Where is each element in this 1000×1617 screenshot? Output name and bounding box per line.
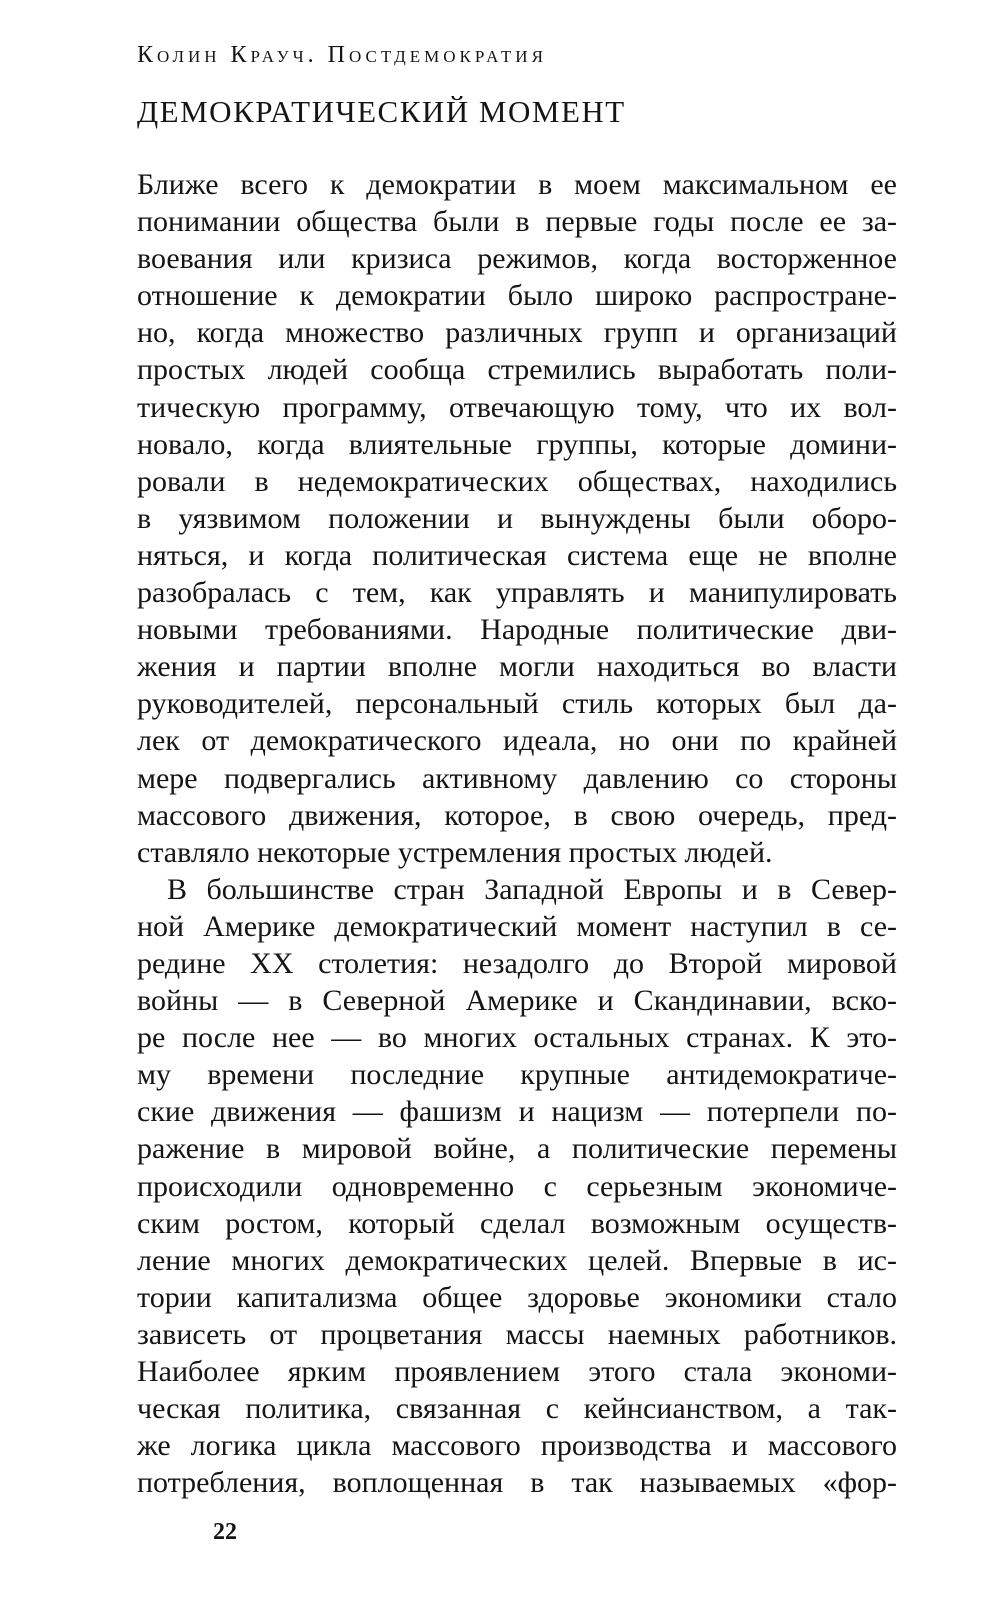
text-line: ражение в мировой войне, а политические перемены xyxy=(137,1132,897,1166)
text-line: в уязвимом положении и вынуждены были оборо- xyxy=(137,501,897,535)
text-line: зависеть от процветания массы наемных работников. xyxy=(137,1317,897,1351)
text-line: Наиболее ярким проявлением этого стала экономи- xyxy=(137,1355,897,1388)
text-line: Ближе всего к демократии в моем максимальном ее xyxy=(137,168,897,201)
text-line: воевания или кризиса режимов, когда восторженное xyxy=(137,242,897,276)
text-line: ставляло некоторые устремления простых людей. xyxy=(137,835,773,869)
text-line: му времени последние крупные антидемократиче- xyxy=(137,1058,897,1092)
body-text xyxy=(137,166,897,1501)
text-line: тическую программу, отвечающую тому, что их вол- xyxy=(137,390,897,424)
text-line: няться, и когда политическая система еще не вполне xyxy=(137,538,897,572)
text-line: войны — в Северной Америке и Скандинавии, вско- xyxy=(137,984,897,1018)
text-line: простых людей сообща стремились выработать поли- xyxy=(137,353,897,387)
running-head: Колин Крауч. Постдемократия xyxy=(137,42,547,68)
text-line: же логика цикла массового производства и массового xyxy=(137,1429,897,1463)
text-line: новало, когда влиятельные группы, которые домини- xyxy=(137,427,897,461)
text-line: ским ростом, который сделал возможным осуществ- xyxy=(137,1206,897,1240)
paragraph xyxy=(137,166,897,871)
text-line: мере подвергались активному давлению со стороны xyxy=(137,761,897,795)
text-line: ре после нее — во многих остальных странах. К это- xyxy=(137,1021,897,1055)
text-line: ление многих демократических целей. Впервые в ис- xyxy=(137,1243,897,1277)
text-line: ские движения — фашизм и нацизм — потерпели по- xyxy=(137,1095,897,1129)
text-line: отношение к демократии было широко распростране- xyxy=(137,279,897,313)
text-line: но, когда множество различных групп и организаций xyxy=(137,316,897,350)
text-line: происходили одновременно с серьезным экономиче- xyxy=(137,1169,897,1203)
text-line: ной Америке демократический момент наступил в се- xyxy=(137,909,897,943)
text-line: В большинстве стран Западной Европы и в Север- xyxy=(167,872,897,906)
text-line: ровали в недемократических обществах, находились xyxy=(137,464,897,498)
text-line: лек от демократического идеала, но они по крайней xyxy=(137,724,897,758)
text-line: массового движения, которое, в свою очередь, пред- xyxy=(137,798,897,832)
text-line: редине XX столетия: незадолго до Второй мировой xyxy=(137,946,897,980)
text-line: руководителей, персональный стиль которых был да- xyxy=(137,687,897,721)
text-line: новыми требованиями. Народные политические дви- xyxy=(137,613,897,647)
text-line: разобралась с тем, как управлять и манипулировать xyxy=(137,576,897,610)
text-line: ческая политика, связанная с кейнсианством, а так- xyxy=(137,1392,897,1426)
paragraph xyxy=(137,871,897,1502)
text-line: тории капитализма общее здоровье экономики стало xyxy=(137,1280,897,1314)
text-line: жения и партии вполне могли находиться во власти xyxy=(137,650,897,684)
text-line: потребления, воплощенная в так называемых «фор- xyxy=(137,1466,897,1500)
section-heading: ДЕМОКРАТИЧЕСКИЙ МОМЕНТ xyxy=(137,94,626,129)
page-number: 22 xyxy=(213,1519,237,1545)
text-line: понимании общества были в первые годы после ее за- xyxy=(137,205,897,239)
